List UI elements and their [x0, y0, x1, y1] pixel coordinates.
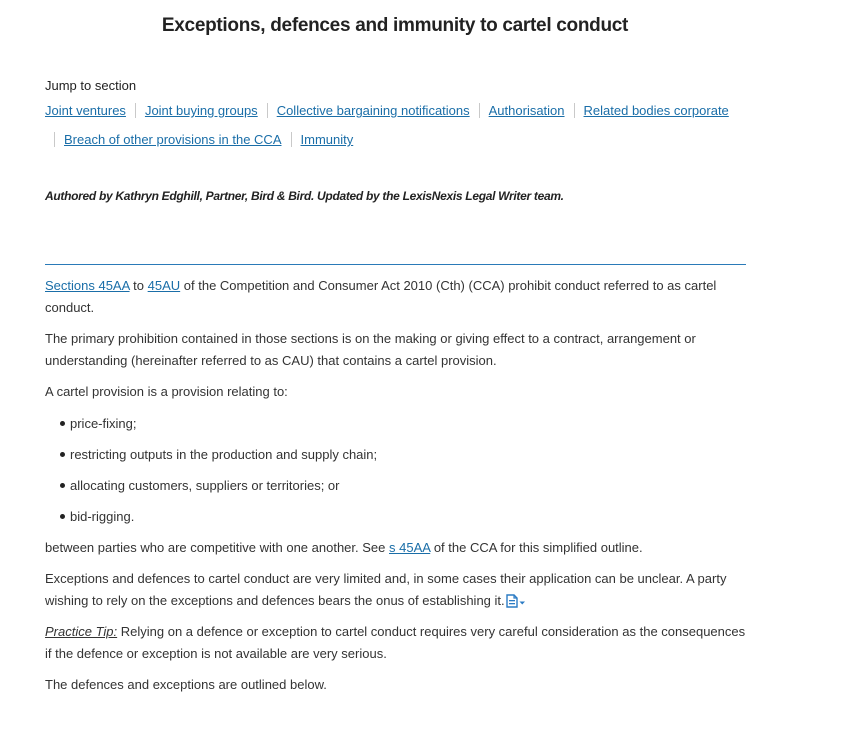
paragraph-outlined-below: The defences and exceptions are outlined below. [45, 677, 327, 693]
jump-link-related-bodies-corporate[interactable]: Related bodies corporate [583, 103, 729, 118]
paragraph-practice-tip [45, 621, 750, 664]
article-body [45, 275, 750, 706]
jump-link-authorisation[interactable]: Authorisation [488, 103, 565, 118]
page-title: Exceptions, defences and immunity to cartel conduct [161, 15, 629, 36]
separator [291, 132, 292, 147]
link-s-45aa[interactable]: s 45AA [389, 539, 431, 555]
text-intro-rest: of the Competition and Consumer Act 2010 (Cth) (CCA) prohibit conduct referred to as cartel conduct. [45, 278, 717, 315]
text-simplified-outline: of the CCA for this simplified outline. [430, 539, 643, 555]
text-exceptions-limited: Exceptions and defences to cartel conduct are very limited and, in some cases their application can be unclear. A party wishing to rely on the exceptions and defences bears the onus of establishing it. [45, 571, 727, 608]
jump-link-joint-ventures[interactable]: Joint ventures [45, 103, 126, 118]
paragraph-primary-prohibition: The primary prohibition contained in those sections is on the making or giving effect to a contract, arrangement or understanding (hereinafter referred to as CAU) that contains a cartel provision. [45, 331, 696, 368]
separator [479, 103, 480, 118]
list-item: allocating customers, suppliers or territories; or [70, 475, 750, 497]
separator [267, 103, 268, 118]
jump-links-row-2 [45, 132, 353, 147]
jump-link-breach-other-provisions[interactable]: Breach of other provisions in the CCA [64, 132, 282, 147]
practice-tip-label: Practice Tip: [45, 624, 118, 640]
separator [574, 103, 575, 118]
practice-tip-text: Relying on a defence or exception to cartel conduct requires very careful consideration as the consequences if the defence or exception is not available are very serious. [45, 624, 746, 661]
link-sections-45aa[interactable]: Sections 45AA [45, 278, 130, 293]
text-to: to [129, 278, 148, 293]
author-byline: Authored by Kathryn Edghill, Partner, Bird & Bird. Updated by the LexisNexis Legal Writer team. [45, 189, 564, 203]
jump-link-collective-bargaining[interactable]: Collective bargaining notifications [276, 103, 470, 118]
jump-to-section-heading: Jump to section [45, 78, 137, 93]
link-45au[interactable]: 45AU [147, 278, 181, 293]
text-between-parties: between parties who are competitive with one another. See [45, 539, 389, 555]
divider [45, 264, 746, 265]
paragraph-competitive-parties [45, 537, 750, 559]
document-dropdown-icon[interactable] [506, 594, 526, 608]
separator [135, 103, 136, 118]
paragraph-cartel-provision: A cartel provision is a provision relating to: [45, 384, 288, 399]
paragraph-exceptions-limited [45, 568, 750, 611]
paragraph-intro [45, 275, 750, 318]
list-item: price-fixing; [70, 413, 750, 435]
list-item: restricting outputs in the production and supply chain; [70, 444, 750, 466]
jump-links-row-1 [45, 103, 729, 118]
list-item: bid-rigging. [70, 506, 750, 528]
jump-link-immunity[interactable]: Immunity [300, 132, 354, 147]
separator [54, 132, 55, 147]
jump-link-joint-buying-groups[interactable]: Joint buying groups [144, 103, 258, 118]
cartel-provision-list [45, 413, 750, 528]
